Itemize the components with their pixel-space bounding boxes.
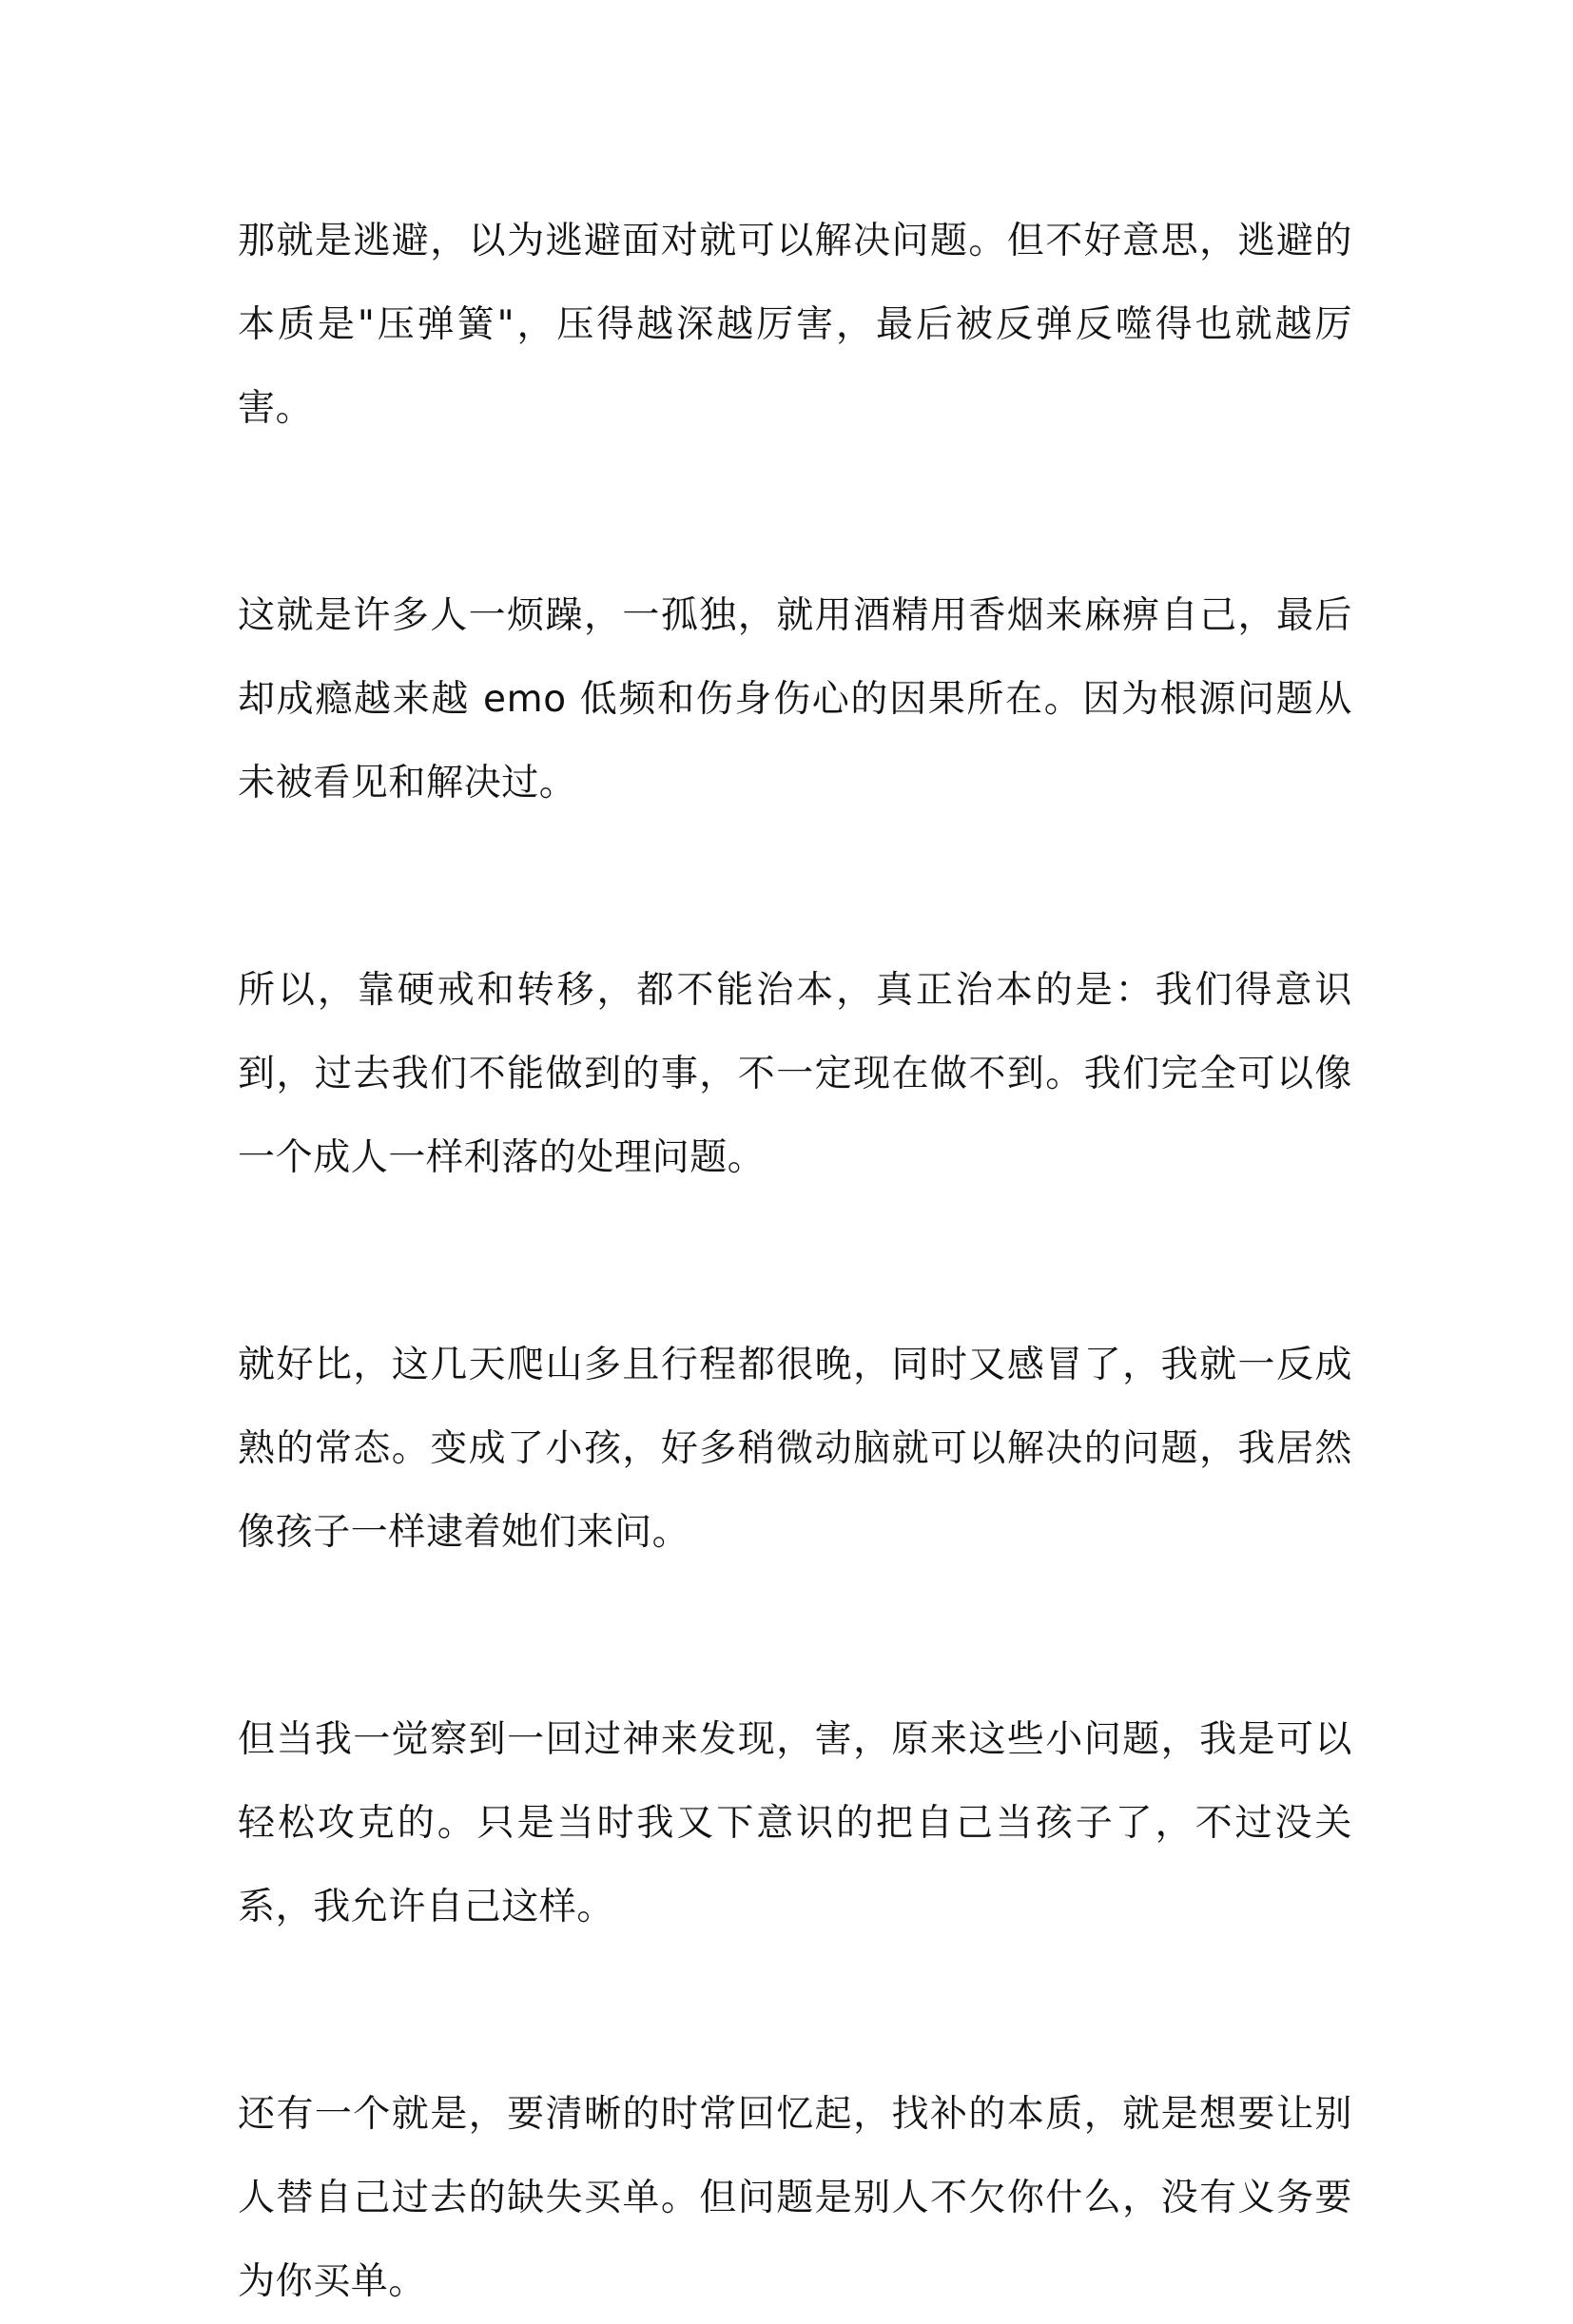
paragraph-5: 但当我一觉察到一回过神来发现，害，原来这些小问题，我是可以轻松攻克的。只是当时我又下意识的把自己当孩子了，不过没关系，我允许自己这样。 bbox=[238, 1718, 1352, 1928]
paragraph-6: 还有一个就是，要清晰的时常回忆起，找补的本质，就是想要让别人替自己过去的缺失买单。但问题是别人不欠你什么，没有义务要为你买单。 bbox=[238, 2093, 1352, 2303]
paragraph-4: 就好比，这几天爬山多且行程都很晚，同时又感冒了，我就一反成熟的常态。变成了小孩，好多稍微动脑就可以解决的问题，我居然像孩子一样逮着她们来问。 bbox=[238, 1344, 1352, 1554]
document-body bbox=[238, 200, 1352, 2324]
paragraph-3: 所以，靠硬戒和转移，都不能治本，真正治本的是：我们得意识到，过去我们不能做到的事，不一定现在做不到。我们完全可以像一个成人一样利落的处理问题。 bbox=[238, 969, 1352, 1179]
paragraph-1: 那就是逃避，以为逃避面对就可以解决问题。但不好意思，逃避的本质是"压弹簧"，压得越深越厉害，最后被反弹反噬得也就越厉害。 bbox=[238, 220, 1352, 430]
paragraph-2: 这就是许多人一烦躁，一孤独，就用酒精用香烟来麻痹自己，最后却成瘾越来越 emo 低频和伤身伤心的因果所在。因为根源问题从未被看见和解决过。 bbox=[238, 594, 1352, 804]
